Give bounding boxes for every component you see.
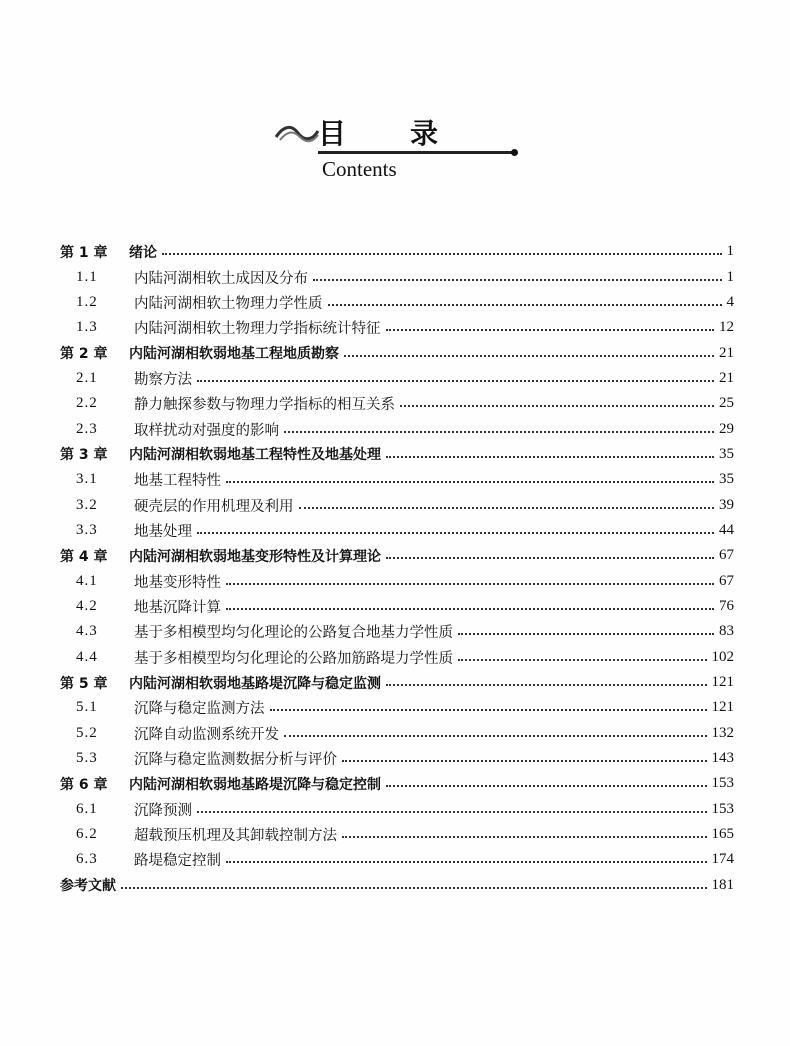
toc-entry-page: 181 (711, 876, 734, 893)
toc-entry-page: 121 (711, 699, 734, 716)
toc-entry-title: 地基工程特性 (134, 473, 221, 490)
toc-entry-title: 沉降预测 (134, 802, 192, 819)
toc-chapter-entry[interactable] (60, 340, 734, 365)
toc-entry-title: 取样扰动对强度的影响 (134, 422, 279, 439)
toc-chapter-entry[interactable] (60, 771, 734, 796)
toc-section-entry[interactable] (60, 315, 734, 340)
dot-leader (226, 480, 714, 483)
toc-entry-page: 67 (719, 547, 734, 564)
toc-chapter-entry[interactable] (60, 543, 734, 568)
toc-entry-page: 39 (719, 496, 734, 513)
toc-entry-page: 4 (726, 293, 734, 310)
toc-entry-page: 67 (719, 572, 734, 589)
toc-entry-page: 174 (711, 851, 734, 868)
toc-entry-title: 硬壳层的作用机理及利用 (134, 498, 294, 515)
toc-entry-number: 第 6 章 (60, 776, 108, 793)
toc-entry-number: 6.3 (76, 851, 98, 868)
toc-entry-number: 4.3 (76, 623, 98, 640)
toc-section-entry[interactable] (60, 290, 734, 315)
dot-leader (342, 759, 707, 762)
toc-entry-title: 基于多相模型均匀化理论的公路加筋路堤力学性质 (134, 650, 453, 667)
toc-section-entry[interactable] (60, 366, 734, 391)
rule-end-dot (511, 149, 518, 156)
toc-entry-number: 2.2 (76, 395, 98, 412)
toc-section-entry[interactable] (60, 467, 734, 492)
toc-section-entry[interactable] (60, 492, 734, 517)
toc-chapter-entry[interactable] (60, 239, 734, 264)
toc-entry-page: 165 (711, 826, 734, 843)
toc-entry-page: 35 (719, 445, 734, 462)
dot-leader (344, 354, 714, 357)
toc-entry-number: 第 1 章 (60, 244, 108, 261)
toc-section-entry[interactable] (60, 822, 734, 847)
dot-leader (226, 860, 707, 863)
title-char-1: 目 (318, 117, 347, 150)
toc-section-entry[interactable] (60, 391, 734, 416)
toc-entry-number: 4.2 (76, 597, 98, 614)
swoosh-ornament-icon (274, 121, 320, 147)
toc-section-entry[interactable] (60, 264, 734, 289)
toc-section-entry[interactable] (60, 416, 734, 441)
toc-entry-number: 3.2 (76, 496, 98, 513)
toc-references-entry[interactable] (60, 873, 734, 898)
toc-entry-number: 第 2 章 (60, 346, 108, 363)
dot-leader (226, 607, 714, 610)
dot-leader (197, 531, 714, 534)
toc-entry-title: 沉降与稳定监测方法 (134, 701, 265, 718)
toc-chapter-entry[interactable] (60, 670, 734, 695)
toc-entry-page: 35 (719, 471, 734, 488)
toc-section-entry[interactable] (60, 695, 734, 720)
toc-entry-title: 内陆河湖相软弱地基变形特性及计算理论 (129, 548, 381, 565)
dot-leader (386, 683, 707, 686)
toc-entry-page: 21 (719, 369, 734, 386)
toc-entry-title: 内陆河湖相软土成因及分布 (134, 270, 308, 287)
toc-entry-page: 44 (719, 521, 734, 538)
toc-entry-page: 83 (719, 623, 734, 640)
toc-entry-title: 内陆河湖相软弱地基工程特性及地基处理 (129, 447, 381, 464)
dot-leader (121, 886, 707, 889)
page-subtitle: Contents (322, 157, 397, 181)
dot-leader (328, 303, 722, 306)
toc-entry-number: 5.3 (76, 750, 98, 767)
toc-entry-title: 地基变形特性 (134, 574, 221, 591)
toc-entry-title: 地基沉降计算 (134, 599, 221, 616)
toc-entry-title: 内陆河湖相软弱地基工程地质勘察 (129, 346, 339, 363)
toc-section-entry[interactable] (60, 568, 734, 593)
toc-section-entry[interactable] (60, 721, 734, 746)
toc-entry-number: 1.2 (76, 293, 98, 310)
toc-entry-title: 沉降与稳定监测数据分析与评价 (134, 752, 337, 769)
toc-entry-title: 参考文献 (60, 878, 116, 895)
toc-entry-number: 4.4 (76, 648, 98, 665)
toc-chapter-entry[interactable] (60, 442, 734, 467)
toc-entry-page: 153 (711, 800, 734, 817)
toc-entry-number: 4.1 (76, 572, 98, 589)
toc-entry-number: 5.1 (76, 699, 98, 716)
toc-entry-title: 地基处理 (134, 523, 192, 540)
toc-entry-page: 132 (711, 724, 734, 741)
toc-entry-number: 6.2 (76, 826, 98, 843)
toc-entry-page: 12 (719, 319, 734, 336)
toc-entry-number: 5.2 (76, 724, 98, 741)
dot-leader (162, 252, 722, 255)
toc-entry-page: 76 (719, 597, 734, 614)
toc-entry-number: 第 4 章 (60, 548, 108, 565)
dot-leader (197, 379, 714, 382)
dot-leader (284, 734, 707, 737)
toc-entry-title: 内陆河湖相软弱地基路堤沉降与稳定监测 (129, 675, 381, 692)
table-of-contents (60, 239, 734, 898)
toc-entry-page: 1 (726, 243, 734, 260)
toc-entry-number: 3.1 (76, 471, 98, 488)
dot-leader (400, 404, 714, 407)
toc-section-entry[interactable] (60, 619, 734, 644)
title-char-2: 录 (410, 117, 439, 150)
dot-leader (342, 835, 707, 838)
toc-entry-number: 1.3 (76, 319, 98, 336)
toc-entry-page: 25 (719, 395, 734, 412)
toc-entry-page: 29 (719, 420, 734, 437)
toc-section-entry[interactable] (60, 746, 734, 771)
dot-leader (226, 582, 714, 585)
toc-entry-title: 沉降自动监测系统开发 (134, 726, 279, 743)
toc-entry-number: 1.1 (76, 268, 98, 285)
dot-leader (458, 632, 714, 635)
toc-entry-title: 路堤稳定控制 (134, 853, 221, 870)
toc-entry-title: 内陆河湖相软弱地基路堤沉降与稳定控制 (129, 776, 381, 793)
toc-entry-number: 第 5 章 (60, 675, 108, 692)
dot-leader (386, 328, 715, 331)
toc-entry-title: 基于多相模型均匀化理论的公路复合地基力学性质 (134, 625, 453, 642)
toc-entry-number: 6.1 (76, 800, 98, 817)
toc-entry-number: 第 3 章 (60, 447, 108, 464)
dot-leader (386, 455, 714, 458)
toc-section-entry[interactable] (60, 847, 734, 872)
dot-leader (386, 784, 707, 787)
dot-leader (270, 708, 707, 711)
toc-section-entry[interactable] (60, 797, 734, 822)
toc-entry-page: 102 (711, 648, 734, 665)
dot-leader (197, 810, 707, 813)
toc-entry-number: 3.3 (76, 521, 98, 538)
dot-leader (299, 506, 715, 509)
toc-entry-title: 内陆河湖相软土物理力学性质 (134, 295, 323, 312)
dot-leader (458, 658, 707, 661)
toc-section-entry[interactable] (60, 518, 734, 543)
page-header (0, 0, 790, 200)
toc-entry-page: 143 (711, 750, 734, 767)
dot-leader (313, 278, 722, 281)
toc-entry-page: 21 (719, 344, 734, 361)
toc-section-entry[interactable] (60, 645, 734, 670)
toc-entry-number: 2.3 (76, 420, 98, 437)
toc-entry-title: 超载预压机理及其卸载控制方法 (134, 828, 337, 845)
title-rule (318, 151, 513, 154)
toc-entry-title: 勘察方法 (134, 371, 192, 388)
toc-entry-page: 153 (711, 775, 734, 792)
dot-leader (386, 556, 714, 559)
toc-section-entry[interactable] (60, 594, 734, 619)
toc-entry-number: 2.1 (76, 369, 98, 386)
toc-entry-title: 内陆河湖相软土物理力学指标统计特征 (134, 321, 381, 338)
dot-leader (284, 430, 714, 433)
toc-entry-page: 121 (711, 674, 734, 691)
toc-entry-page: 1 (726, 268, 734, 285)
toc-entry-title: 静力触探参数与物理力学指标的相互关系 (134, 397, 395, 414)
toc-entry-title: 绪论 (129, 244, 157, 261)
